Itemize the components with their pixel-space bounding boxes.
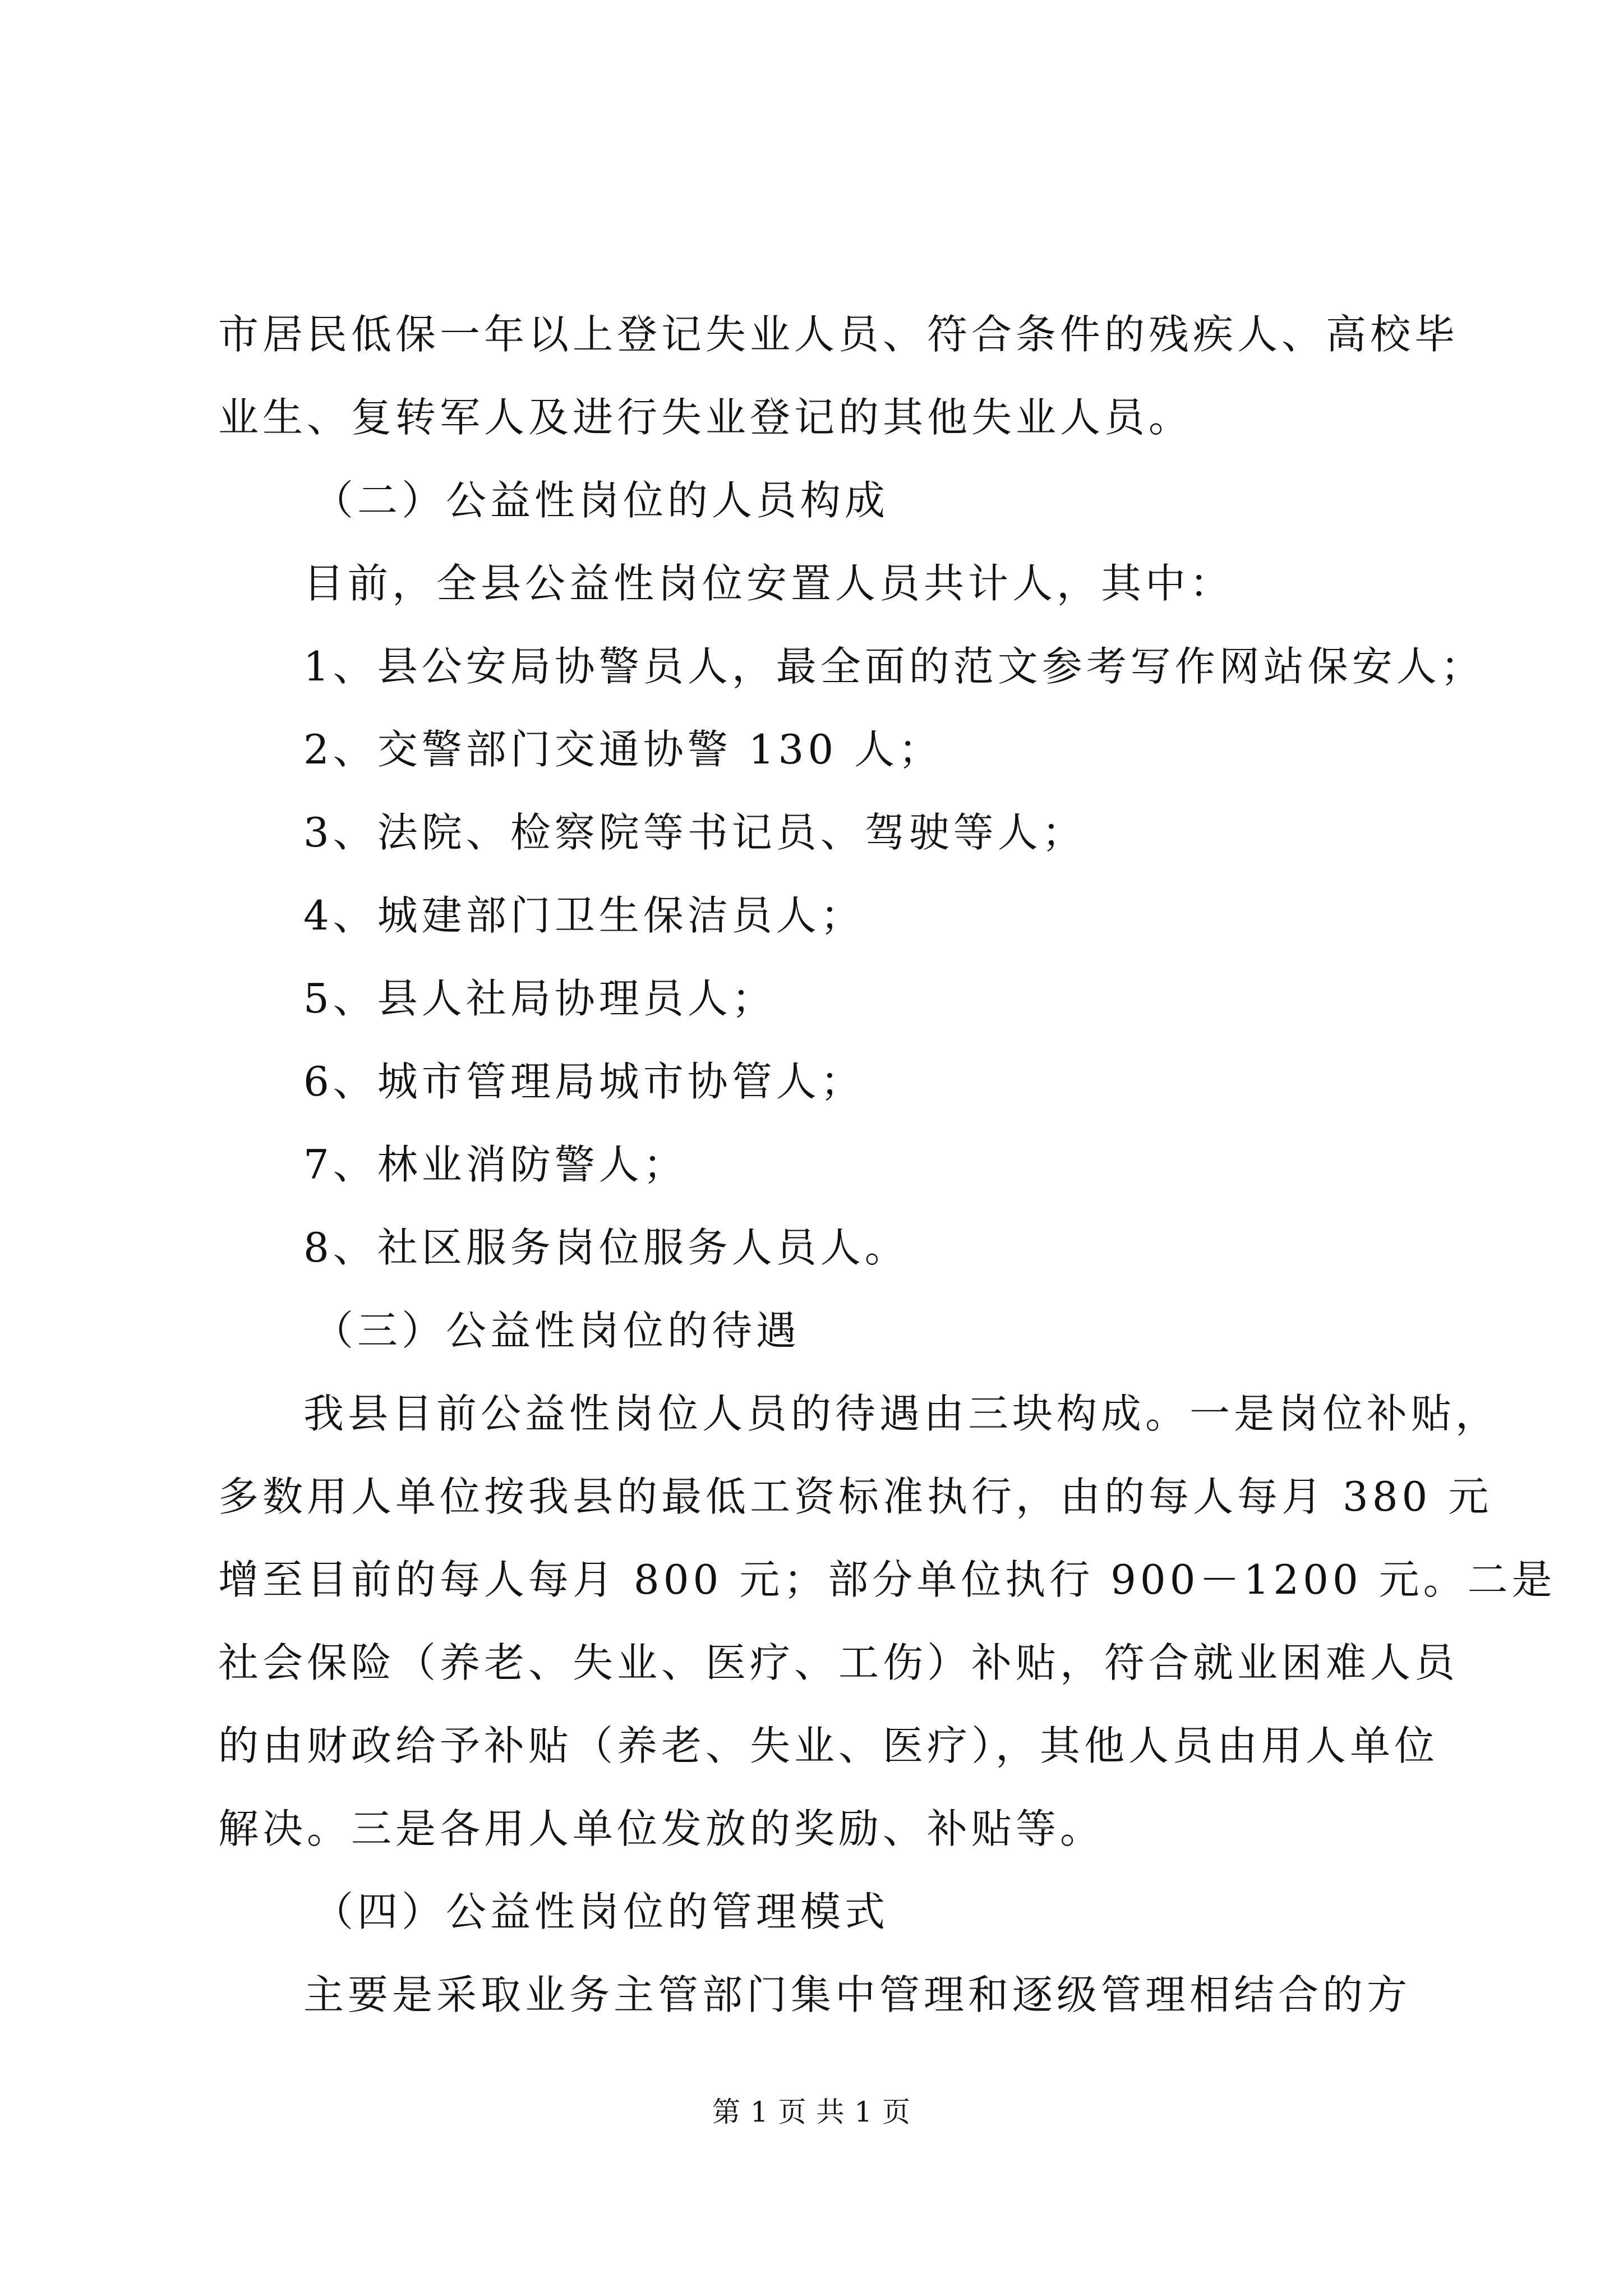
paragraph-line: 市居民低保一年以上登记失业人员、符合条件的残疾人、高校毕 [218, 311, 1459, 358]
list-item: 3、法院、检察院等书记员、驾驶等人； [303, 809, 1086, 856]
paragraph-line: 目前，全县公益性岗位安置人员共计人，其中： [303, 560, 1234, 607]
paragraph-line: 的由财政给予补贴（养老、失业、医疗），其他人员由用人单位 [218, 1722, 1439, 1769]
list-item: 5、县人社局协理员人； [303, 975, 776, 1022]
list-item: 7、林业消防警人； [303, 1141, 688, 1188]
paragraph-line: 多数用人单位按我县的最低工资标准执行，由的每人每月 380 元 [218, 1473, 1493, 1520]
list-item: 4、城建部门卫生保洁员人； [303, 892, 865, 939]
list-item: 2、交警部门交通协警 130 人； [303, 726, 943, 773]
list-item: 1、县公安局协警员人，最全面的范文参考写作网站保安人； [303, 643, 1485, 690]
paragraph-line: 增至目前的每人每月 800 元；部分单位执行 900－1200 元。二是 [218, 1556, 1556, 1603]
list-item: 8、社区服务岗位服务人员人。 [303, 1224, 909, 1271]
paragraph-line: 社会保险（养老、失业、医疗、工伤）补贴，符合就业困难人员 [218, 1639, 1459, 1686]
section-heading: （四）公益性岗位的管理模式 [313, 1888, 889, 1935]
list-item: 6、城市管理局城市协管人； [303, 1058, 865, 1105]
page-footer: 第 1 页 共 1 页 [712, 2096, 911, 2128]
paragraph-line: 主要是采取业务主管部门集中管理和逐级管理相结合的方 [303, 1971, 1412, 2018]
paragraph-line: 我县目前公益性岗位人员的待遇由三块构成。一是岗位补贴， [303, 1390, 1500, 1437]
section-heading: （二）公益性岗位的人员构成 [313, 477, 889, 524]
paragraph-line: 解决。三是各用人单位发放的奖励、补贴等。 [218, 1805, 1105, 1852]
paragraph-line: 业生、复转军人及进行失业登记的其他失业人员。 [218, 394, 1193, 441]
section-heading: （三）公益性岗位的待遇 [313, 1307, 801, 1354]
